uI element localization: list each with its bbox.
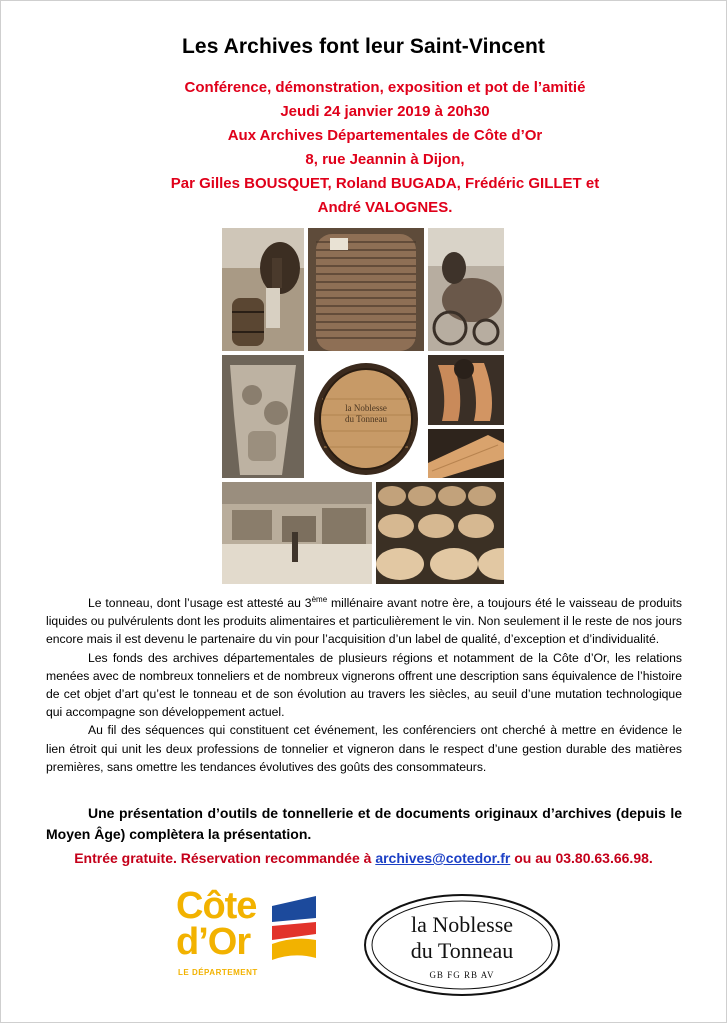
photo-collage bbox=[222, 228, 504, 584]
planks-photo bbox=[428, 429, 504, 478]
staves-photo bbox=[428, 355, 504, 425]
description-paragraph-2: Les fonds des archives départementales de plusieurs régions et notamment de la Côte d’Or, les relations menées avec de nombreux tonneliers et de nombreux vignerons offrent une description sans équivalence de l’histoire de cet objet d’art qu’est le tonneau et de son évolution au travers les siècles, au seuil d’une mutation technologique qui accompagne son développement actuel. bbox=[46, 650, 682, 720]
noblesse-initials: GB FG RB AV bbox=[429, 970, 495, 980]
workshop-photo bbox=[222, 482, 372, 584]
event-date: Jeudi 24 janvier 2019 à 20h30 bbox=[280, 103, 490, 120]
barrel-stamp-line2: du Tonneau bbox=[345, 414, 387, 424]
carved-capital-photo bbox=[222, 355, 304, 478]
entry-info bbox=[0, 850, 727, 866]
event-speakers: Par Gilles BOUSQUET, Roland BUGADA, Frédéric GILLET et bbox=[170, 175, 600, 192]
closing-statement: Une présentation d’outils de tonnellerie et de documents originaux d’archives (depuis le Moyen Âge) complètera la présentation. bbox=[46, 805, 682, 842]
noblesse-barrel-photo bbox=[308, 355, 424, 478]
description-paragraph-1 bbox=[46, 594, 682, 649]
entry-phone: ou au 03.80.63.66.98. bbox=[510, 850, 653, 866]
barrel-stamp-line1: la Noblesse bbox=[345, 403, 387, 413]
email-link[interactable]: archives@cotedor.fr bbox=[375, 850, 511, 866]
description-paragraph-3: Au fil des séquences qui constituent cet événement, les conférenciers ont cherché à mettre en évidence le lien étroit qui unit les deux professions de tonnelier et vigneron dans le respect d’une gestion durable des matières premières, sans omettre les tendances évolutives des goûts des consommateurs. bbox=[46, 723, 682, 774]
event-speakers-cont: André VALOGNES. bbox=[317, 199, 453, 216]
noblesse-logo-line1: la Noblesse bbox=[410, 912, 514, 937]
page-title: Les Archives font leur Saint-Vincent bbox=[181, 35, 546, 58]
noblesse-logo-line2: du Tonneau bbox=[410, 938, 514, 963]
cotedor-logo-caption: LE DÉPARTEMENT bbox=[178, 968, 258, 977]
p1-text-end: millénaire avant notre ère, a toujours été le vaisseau de produits liquides ou pulvérulents dont les produits alimentaires et particulièrement le vin. Non seulement il le reste de nos jours encore mais il est devenu le partenaire du vin pour l’acquisition d’un label de qualité, d’exception et d’individualité. bbox=[46, 596, 682, 647]
entry-text: Entrée gratuite. Réservation recommandée à bbox=[74, 850, 376, 866]
p1-text-start: Le tonneau, dont l’usage est attesté au 3 bbox=[88, 596, 312, 610]
p1-superscript: ème bbox=[311, 594, 328, 604]
event-address: 8, rue Jeannin à Dijon, bbox=[305, 151, 465, 168]
event-venue: Aux Archives Départementales de Côte d’Or bbox=[227, 127, 543, 144]
event-subtitle: Conférence, démonstration, exposition et pot de l’amitié bbox=[184, 79, 586, 96]
cellar-barrels-photo bbox=[376, 482, 504, 584]
cotedor-logo-line2: d’Or bbox=[176, 921, 251, 963]
cotedor-logo-line1: Côte bbox=[176, 885, 257, 927]
barrel-cart-photo bbox=[428, 228, 504, 351]
description bbox=[46, 594, 682, 776]
noblesse-logo bbox=[362, 892, 562, 998]
cotedor-emblem-icon bbox=[268, 896, 320, 962]
barrel-stack-photo bbox=[308, 228, 424, 351]
cotedor-logo bbox=[170, 885, 330, 983]
cooper-photo bbox=[222, 228, 304, 351]
